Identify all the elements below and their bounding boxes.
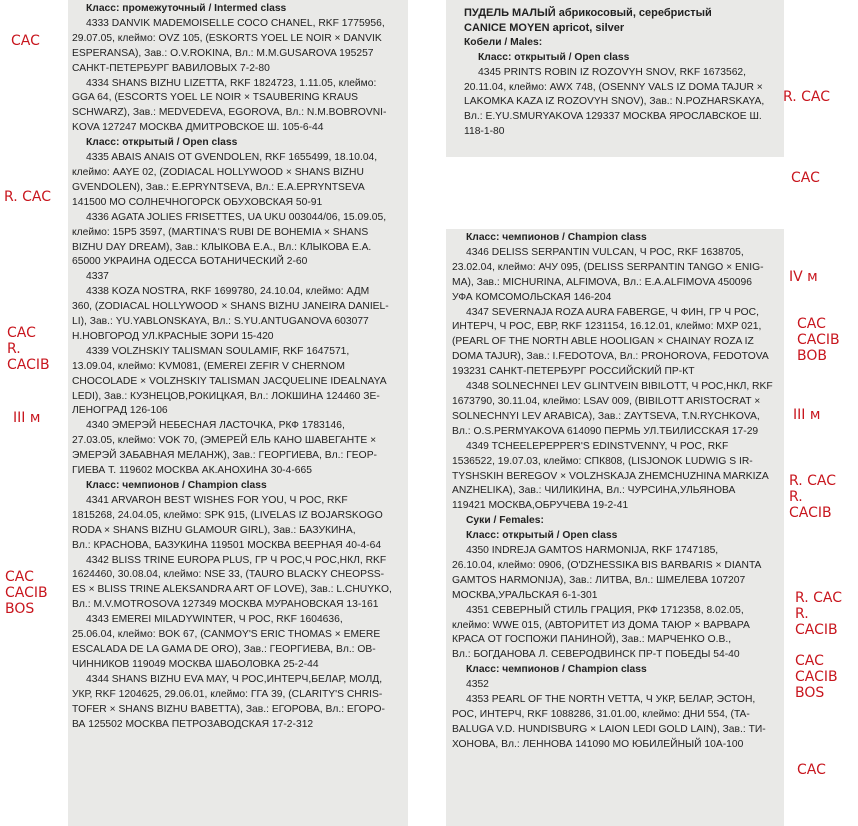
entry-line: Вл.: КРАСНОВА, БАЗУКИНА 119501 МОСКВА ВЕЕРНАЯ 40-4-64 (72, 539, 382, 551)
entry-line: Вл.: БОГДАНОВА Л. СЕВЕРОДВИНСК ПР-Т ПОБЕДЫ 54-40 (452, 649, 740, 661)
catalog-entry (452, 604, 784, 664)
catalog-entry (452, 693, 784, 753)
sex-heading: Кобели / Males: (464, 36, 543, 48)
award-text: R. (795, 606, 809, 622)
catalog-entry (72, 211, 408, 271)
catalog-entry (72, 613, 408, 673)
award-mark-right (795, 590, 842, 638)
entry-line: клеймо: AAYE 02, (ZODIACAL HOLLYWOOD × SHANS BIZHU (72, 166, 364, 178)
award-mark-right (795, 653, 838, 701)
catalog-entry (72, 285, 408, 345)
award-mark-left (4, 189, 51, 205)
entry-line: DOMA TAJUR), Зав.: I.FEDOTOVA, Вл.: PROHOROVA, FEDOTOVA (452, 351, 769, 363)
entry-line: 4349 TCHEELEPEPPER'S EDINSTVENNY, Ч РОС, RKF (466, 440, 729, 452)
entry-line: Вл.: E.YU.SMURYAKOVA 129337 МОСКВА ЯРОСЛАВСКОЕ Ш. (464, 111, 762, 123)
catalog-entry (452, 306, 784, 381)
entry-line: 29.07.05, клеймо: OVZ 105, (ESKORTS YOEL LE NOIR × DANVIK (72, 32, 382, 44)
award-mark-left (11, 33, 40, 49)
entry-line: 4347 SEVERNAJA ROZA AURA FABERGE, Ч ФИН, ГР Ч РОС, (466, 306, 759, 318)
entry-line: SCHWARZ), Зав.: MEDVEDEVA, EGOROVA, Вл.: N.M.BOBROVNI- (72, 107, 387, 119)
left-entries (72, 2, 408, 732)
entry-line: Вл.: M.V.MOTROSOVA 127349 МОСКВА МУРАНОВСКАЯ 13-161 (72, 599, 379, 611)
entry-line: 4333 DANVIK MADEMOISELLE COCO CHANEL, RKF 1775956, (86, 17, 385, 29)
entry-line: 4346 DELISS SERPANTIN VULCAN, Ч РОС, RKF 1638705, (466, 246, 744, 258)
award-mark-right (791, 170, 820, 186)
catalog-entry (452, 440, 784, 515)
class-heading: Класс: открытый / Open class (86, 137, 238, 149)
entry-line: KOVA 127247 МОСКВА ДМИТРОВСКОЕ Ш. 105-6-44 (72, 122, 324, 134)
catalog-entry (452, 544, 784, 604)
catalog-entry (72, 270, 408, 285)
entry-line: 4353 PEARL OF THE NORTH VETTA, Ч УКР, БЕЛАР, ЭСТОН, (466, 694, 756, 706)
award-text: CAC (795, 653, 824, 669)
class-heading: Класс: промежуточный / Intermed class (86, 3, 287, 14)
award-text: CACIB (795, 669, 838, 685)
award-mark-right (793, 407, 820, 423)
entry-line: GVENDOLEN), Зав.: E.EPRYNTSEVA, Вл.: E.A.EPRYNTSEVA (72, 181, 365, 193)
entry-line: 1815268, 24.04.05, клеймо: SPK 915, (LIVELAS IZ BOJARSKOGO (72, 509, 383, 521)
entry-line: LI), Зав.: YU.YABLONSKAYA, Вл.: S.YU.ANTUGANOVA 603077 (72, 316, 369, 328)
award-mark-right (797, 316, 840, 364)
award-text: CAC (797, 316, 826, 332)
award-mark-right (783, 89, 830, 105)
entry-line: ЛЕНОГРАД 126-106 (72, 405, 168, 417)
entry-line: 4344 SHANS BIZHU EVA MAY, Ч РОС,ИНТЕРЧ,БЕЛАР, МОЛД, (86, 673, 383, 685)
award-text: CACIB (7, 357, 50, 373)
entry-line: TYSHSKIH BEREGOV × VOLZHSKAJA ZHEMCHUZHINA MARKIZA (452, 470, 769, 482)
catalog-entry (72, 77, 408, 137)
entry-line: 13.09.04, клеймо: KVM081, (EMEREI ZEFIR V CHERNOM (72, 360, 345, 372)
entry-line: GAMTOS HARMONIJA), Зав.: ЛИТВА, Вл.: ШМЕЛЕВА 107207 (452, 574, 746, 586)
entry-line: КРАСА ОТ ГОСПОЖИ ПАНИНОЙ), Зав.: МАРЧЕНКО О.В., (452, 634, 732, 646)
entry-line: CHOCOLADE × VOLZHSKIY TALISMAN JACQUELINE IDEALNAYA (72, 375, 387, 387)
entry-line: 193231 САНКТ-ПЕТЕРБУРГ РОССИЙСКИЙ ПР-КТ (452, 366, 695, 378)
award-text: R. CAC (795, 590, 843, 606)
entry-line: TOFER × SHANS BIZHU BABETTA), Зав.: ЕГОРОВА, Вл.: ЕГОРО- (72, 703, 385, 715)
entry-line: 65000 УКРАИНА ОДЕССА БОТАНИЧЕСКИЙ 2-60 (72, 256, 308, 268)
entry-line: Н.НОВГОРОД УЛ.КРАСНЫЕ ЗОРИ 15-420 (72, 330, 274, 342)
right-catalog-column (446, 229, 784, 826)
entry-line: 4341 ARVAROH BEST WISHES FOR YOU, Ч РОС, RKF (86, 494, 348, 506)
award-text: CAC (5, 569, 34, 585)
award-text: CAC (791, 170, 820, 186)
entry-line: 4336 AGATA JOLIES FRISETTES, UA UKU 003044/06, 15.09.05, (86, 211, 387, 223)
right-top-catalog-block (446, 0, 784, 157)
award-mark-right (797, 762, 826, 778)
award-mark-right (789, 269, 818, 285)
award-text: CACIB (789, 505, 832, 521)
entry-line: 4337 (86, 271, 109, 283)
entry-line: ANZHELIKA), Зав.: ЧИЛИКИНА, Вл.: ЧУРСИНА,УЛЬЯНОВА (452, 485, 736, 497)
award-text: CACIB (5, 585, 48, 601)
catalog-entry (452, 246, 784, 306)
entry-line: 4351 СЕВЕРНЫЙ СТИЛЬ ГРАЦИЯ, РКФ 1712358, 8.02.05, (466, 604, 744, 616)
entry-line: САНКТ-ПЕТЕРБУРГ ВАВИЛОВЫХ 7-2-80 (72, 62, 270, 74)
entry-line: 27.03.05, клеймо: VOK 70, (ЭМЕРЕЙ ЕЛЬ КАНО ШАВЕГАНТЕ × (72, 435, 377, 447)
award-text: CAC (11, 33, 40, 49)
award-text: CACIB (797, 332, 840, 348)
entry-line: УФА КОМСОМОЛЬСКАЯ 146-204 (452, 291, 612, 303)
award-text: BOB (797, 348, 827, 364)
entry-line: МОСКВА,УРАЛЬСКАЯ 6-1-301 (452, 589, 598, 601)
class-heading: Класс: открытый / Open class (466, 530, 618, 542)
breed-title-en: CANICE MOYEN apricot, silver (464, 21, 625, 34)
entry-line: LAKOMKA KAZA IZ ROZOVYH SNOV), Зав.: N.POZHARSKAYA, (464, 96, 765, 108)
catalog-entry (72, 419, 408, 479)
entry-line: 4339 VOLZHSKIY TALISMAN SOULAMIF, RKF 1647571, (86, 345, 350, 357)
entry-line: BALUGA V.D. HUNDISBURG × LAION LEDI GOLD LAIN), Зав.: ТИ- (452, 723, 766, 735)
award-mark-left (13, 410, 40, 426)
entry-line: ВА 125502 МОСКВА ПЕТРОЗАВОДСКАЯ 17-2-312 (72, 718, 314, 730)
entry-line: 4338 KOZA NOSTRA, RKF 1699780, 24.10.04, клеймо: АДМ (86, 286, 370, 298)
entry-line: клеймо: WWE 015, (АВТОРИТЕТ ИЗ ДОМА ТАЮР × ВАРВАРА (452, 619, 750, 631)
award-text: R. CAC (789, 473, 837, 489)
award-mark-right (789, 473, 836, 521)
entry-line: ХОНОВА, Вл.: ЛЕННОВА 141090 МО ЮБИЛЕЙНЫЙ 10А-100 (452, 738, 744, 750)
entry-line: 360, (ZODIACAL HOLLYWOOD × SHANS BIZHU JANEIRA DANIEL- (72, 301, 389, 313)
entry-line: 4350 INDREJA GAMTOS HARMONIJA, RKF 1747185, (466, 545, 719, 557)
entry-line: 1673790, 30.11.04, клеймо: LSAV 009, (BIBILOTT ARISTOCRAT × (452, 395, 761, 407)
entry-line: 1536522, 19.07.03, клеймо: СПК808, (LISJONOK LUDWIG S IR- (452, 455, 753, 467)
entry-line: 4342 BLISS TRINE EUROPA PLUS, ГР Ч РОС,Ч РОС,НКЛ, RKF (86, 554, 387, 566)
entry-line: GGA 64, (ESCORTS YOEL LE NOIR × TSAUBERING KRAUS (72, 92, 359, 104)
entry-line: 25.06.04, клеймо: BOK 67, (CANMOY'S ERIC THOMAS × EMERE (72, 629, 381, 641)
award-text: BOS (795, 685, 825, 701)
catalog-entry (452, 380, 784, 440)
entry-line: РОС, ИНТЕРЧ, RKF 1088286, 31.01.00, клеймо: ДНИ 554, (TA- (452, 709, 750, 720)
entry-line: RODA × SHANS BIZHU GLAMOUR GIRL), Зав.: БАЗУКИНА, (72, 524, 356, 536)
award-text: R. (789, 489, 803, 505)
catalog-entry (72, 17, 408, 77)
class-heading: Класс: открытый / Open class (478, 51, 630, 63)
entry-line: 4345 PRINTS ROBIN IZ ROZOVYH SNOV, RKF 1673562, (478, 66, 747, 78)
entry-line: 1624460, 30.08.04, клеймо: NSE 33, (TAURO BLACKY CHEOPSS- (72, 569, 385, 581)
award-text: R. (7, 341, 21, 357)
entry-line: 4352 (466, 679, 489, 691)
award-text: CAC (797, 762, 826, 778)
award-text: CACIB (795, 622, 838, 638)
entry-line: ГИЕВА Т. 119602 МОСКВА АК.АНОХИНА 30-4-665 (72, 465, 312, 477)
entry-line: клеймо: 15P5 3597, (MARTINA'S RUBI DE BOHEMIA × SHANS (72, 226, 369, 238)
award-mark-left (7, 325, 50, 373)
entry-line: MA), Зав.: MICHURINA, ALFIMOVA, Вл.: E.A.ALFIMOVA 450096 (452, 276, 752, 288)
entry-line: 119421 МОСКВА,ОБРУЧЕВА 19-2-41 (452, 500, 629, 512)
entry-4345 (464, 66, 784, 141)
entry-line: ESCALADA DE LA GAMA DE ORO), Зав.: ГЕОРГИЕВА, Вл.: ОВ- (72, 643, 376, 655)
entry-line: BIZHU DAY DREAM), Зав.: КЛЫКОВА Е.А., Вл.: КЛЫКОВА Е.А. (72, 241, 372, 253)
catalog-entry (72, 494, 408, 554)
entry-line: ESPERANSA), Зав.: O.V.ROKINA, Вл.: M.M.GUSAROVA 195257 (72, 47, 374, 59)
entry-line: ЧИННИКОВ 119049 МОСКВА ШАБОЛОВКА 25-2-44 (72, 658, 319, 670)
entry-line: 4334 SHANS BIZHU LIZETTA, RKF 1824723, 1.11.05, клеймо: (86, 77, 377, 89)
class-heading: Класс: чемпионов / Champion class (86, 480, 267, 491)
catalog-entry (72, 345, 408, 420)
entry-line: Вл.: O.S.PERMYAKOVA 614090 ПЕРМЬ УЛ.ТБИЛИССКАЯ 17-29 (452, 425, 759, 437)
class-heading: Класс: чемпионов / Champion class (466, 664, 647, 676)
breed-title-ru: ПУДЕЛЬ МАЛЫЙ абрикосовый, серебристый (464, 7, 712, 19)
entry-line: 4340 ЭМЕРЭЙ НЕБЕСНАЯ ЛАСТОЧКА, РКФ 1783146, (86, 420, 345, 432)
entry-line: 26.10.04, клеймо: 0906, (O'DZHESSIKA BIS BARBARIS × DIANTA (452, 559, 762, 571)
entry-line: SOLNECHNYI LEV ARABICA), Зав.: ZAYTSEVA, T.N.RYCHKOVA, (452, 410, 760, 422)
award-text: III м (793, 407, 821, 423)
award-text: CAC (7, 325, 36, 341)
catalog-entry (72, 151, 408, 211)
left-catalog-column (68, 0, 408, 826)
award-text: R. CAC (4, 189, 52, 205)
class-heading: Класс: чемпионов / Champion class (466, 232, 647, 243)
entry-line: ИНТЕРЧ, Ч РОС, ЕВР, RKF 1231154, 16.12.01, клеймо: MXP 021, (452, 321, 762, 333)
entry-line: 23.02.04, клеймо: АЧУ 095, (DELISS SERPANTIN TANGO × ENIG- (452, 261, 764, 273)
right-entries (452, 231, 784, 753)
award-text: R. CAC (783, 89, 831, 105)
sex-heading: Суки / Females: (466, 515, 544, 527)
entry-line: 20.11.04, клеймо: AWX 748, (OSENNY VALS IZ DOMA TAJUR × (464, 81, 763, 93)
award-text: III м (13, 410, 41, 426)
entry-line: ЭМЕРЭЙ ЗАБАВНАЯ МЕЛАНЖ), Зав.: ГЕОРГИЕВА, Вл.: ГЕОР- (72, 450, 377, 462)
catalog-entry (72, 554, 408, 614)
entry-line: (PEARL OF THE NORTH ABLE HOOLIGAN × CHAINAY ROZA IZ (452, 336, 754, 348)
award-mark-left (5, 569, 48, 617)
entry-line: 4335 ABAIS ANAIS OT GVENDOLEN, RKF 1655499, 18.10.04, (86, 152, 378, 164)
entry-line: ES × BLISS TRINE ALEKSANDRA ART OF LOVE), Зав.: L.CHUYKO, (72, 584, 392, 596)
entry-line: 141500 МО СОЛНЕЧНОГОРСК ОБУХОВСКАЯ 50-91 (72, 196, 323, 208)
entry-line: 4348 SOLNECHNEI LEV GLINTVEIN BIBILOTT, Ч РОС,НКЛ, RKF (466, 381, 773, 393)
entry-line: 4343 EMEREI MILADYWINTER, Ч РОС, RKF 1604636, (86, 614, 343, 626)
entry-line: 118-1-80 (464, 126, 505, 138)
award-text: IV м (789, 269, 818, 285)
catalog-entry (452, 678, 784, 693)
catalog-entry (72, 673, 408, 733)
award-text: BOS (5, 601, 35, 617)
entry-line: УКР, RKF 1204625, 29.06.01, клеймо: ГГА 39, (CLARITY'S CHRIS- (72, 688, 383, 700)
entry-line: LEDI), Зав.: КУЗНЕЦОВ,РОКИЦКАЯ, Вл.: ЛОКШИНА 124460 ЗЕ- (72, 390, 380, 402)
